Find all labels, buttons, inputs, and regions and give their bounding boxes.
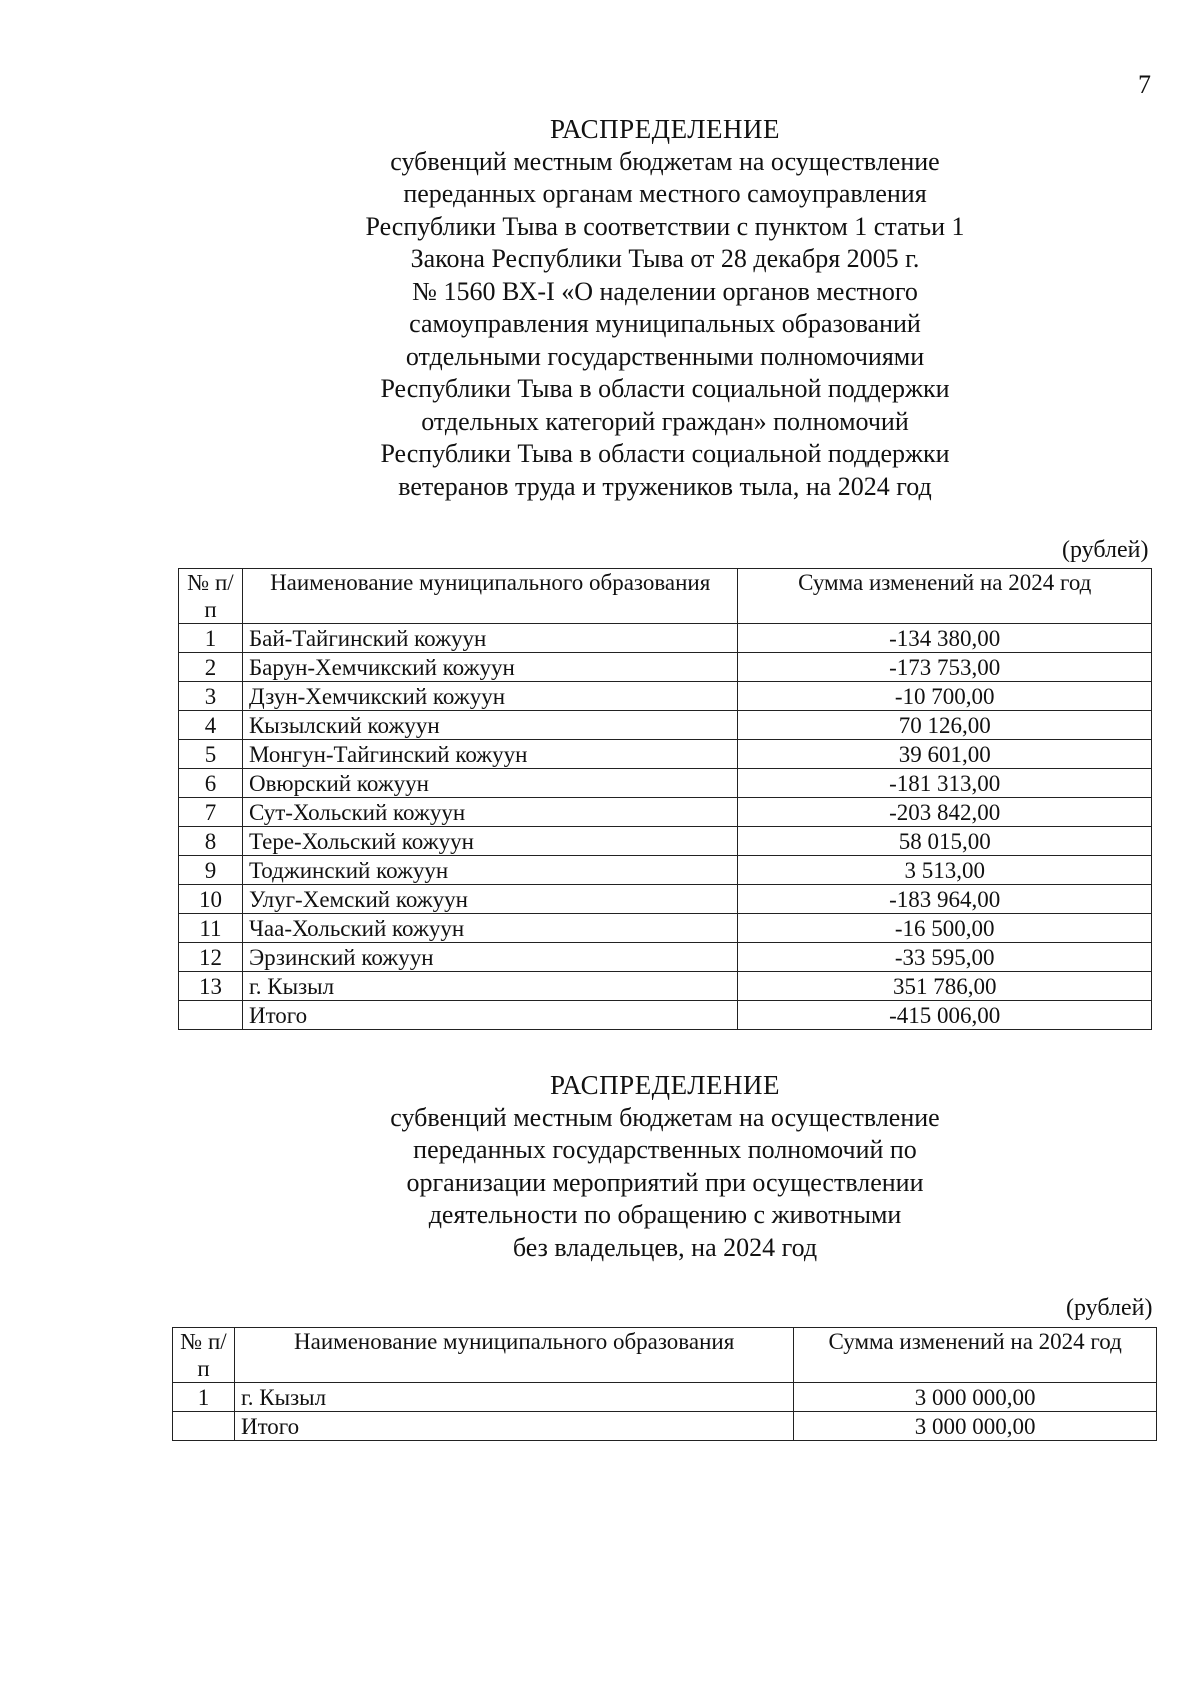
cell-sum: -16 500,00 — [738, 914, 1152, 943]
section1-subtitle-line: Республики Тыва в области социальной поддержки — [380, 439, 950, 468]
section1-heading — [250, 113, 1080, 503]
cell-num: 6 — [179, 769, 243, 798]
section2-title: РАСПРЕДЕЛЕНИЕ — [549, 1070, 781, 1100]
header-name: Наименование муниципального образования — [242, 569, 738, 624]
table-row — [179, 682, 1152, 711]
cell-sum: -203 842,00 — [738, 798, 1152, 827]
cell-sum: -134 380,00 — [738, 624, 1152, 653]
cell-num: 1 — [179, 624, 243, 653]
header-num: № п/п — [179, 569, 243, 624]
section1-subtitle-line: отдельных категорий граждан» полномочий — [421, 406, 909, 436]
section2-heading — [250, 1069, 1080, 1264]
cell-sum: 351 786,00 — [738, 972, 1152, 1001]
header-num: № п/п — [173, 1328, 235, 1383]
cell-sum: 58 015,00 — [738, 827, 1152, 856]
cell-sum: -181 313,00 — [738, 769, 1152, 798]
table-row — [173, 1383, 1157, 1412]
section1-subtitle-line: отдельными государственными полномочиями — [405, 341, 925, 371]
cell-name: Эрзинский кожуун — [242, 943, 738, 972]
cell-sum: 39 601,00 — [738, 740, 1152, 769]
cell-name: Бай-Тайгинский кожуун — [242, 624, 738, 653]
cell-num — [179, 1001, 243, 1030]
table-row — [179, 769, 1152, 798]
cell-num: 4 — [179, 711, 243, 740]
table-row — [179, 827, 1152, 856]
cell-name: Монгун-Тайгинский кожуун — [242, 740, 738, 769]
cell-num: 5 — [179, 740, 243, 769]
cell-name: Тоджинский кожуун — [242, 856, 738, 885]
table-row — [179, 653, 1152, 682]
cell-num: 1 — [173, 1383, 235, 1412]
cell-num: 8 — [179, 827, 243, 856]
cell-name: Сут-Хольский кожуун — [242, 798, 738, 827]
section1-unit: (рублей) — [1062, 537, 1149, 563]
table-row — [179, 943, 1152, 972]
table-row — [179, 856, 1152, 885]
table-row — [179, 740, 1152, 769]
section2-subtitle-line: субвенций местным бюджетам на осуществление — [390, 1102, 940, 1132]
cell-num: 2 — [179, 653, 243, 682]
cell-sum: -183 964,00 — [738, 885, 1152, 914]
cell-num: 10 — [179, 885, 243, 914]
table-row — [179, 914, 1152, 943]
section2-unit: (рублей) — [1066, 1295, 1153, 1321]
table-row — [179, 972, 1152, 1001]
cell-name: Барун-Хемчикский кожуун — [242, 653, 738, 682]
cell-name: Тере-Хольский кожуун — [242, 827, 738, 856]
section1-table-body — [179, 624, 1152, 1030]
cell-name: г. Кызыл — [234, 1383, 793, 1412]
cell-name: Дзун-Хемчикский кожуун — [242, 682, 738, 711]
table-row — [179, 1001, 1152, 1030]
table-row — [179, 798, 1152, 827]
cell-sum: -10 700,00 — [738, 682, 1152, 711]
section1-subtitle-line: № 1560 ВХ-I «О наделении органов местного — [412, 276, 918, 306]
header-sum: Сумма изменений на 2024 год — [738, 569, 1152, 624]
table-row — [179, 885, 1152, 914]
section1-subtitle-line: самоуправления муниципальных образований — [409, 309, 921, 338]
cell-sum: -173 753,00 — [738, 653, 1152, 682]
page-number: 7 — [1138, 70, 1151, 99]
section1-subtitle-line: Республики Тыва в соответствии с пунктом 1 статьи 1 — [365, 211, 965, 241]
cell-name: Чаа-Хольский кожуун — [242, 914, 738, 943]
section2-subtitle-line: без владельцев, на 2024 год — [512, 1232, 818, 1262]
table-row — [173, 1412, 1157, 1441]
cell-num: 9 — [179, 856, 243, 885]
cell-name: Итого — [234, 1412, 793, 1441]
section1-title: РАСПРЕДЕЛЕНИЕ — [549, 114, 781, 144]
section1-subtitle-line: переданных органам местного самоуправления — [403, 179, 927, 208]
cell-name: Овюрский кожуун — [242, 769, 738, 798]
cell-num: 13 — [179, 972, 243, 1001]
cell-num: 7 — [179, 798, 243, 827]
cell-sum: 3 513,00 — [738, 856, 1152, 885]
cell-name: Кызылский кожуун — [242, 711, 738, 740]
section2-subtitle-line: деятельности по обращению с животными — [428, 1200, 902, 1229]
section1-subtitle-line: Республики Тыва в области социальной поддержки — [380, 374, 950, 403]
section2-subtitle-line: переданных государственных полномочий по — [413, 1135, 917, 1164]
cell-name: г. Кызыл — [242, 972, 738, 1001]
table-row — [179, 624, 1152, 653]
cell-sum: 70 126,00 — [738, 711, 1152, 740]
cell-sum: -33 595,00 — [738, 943, 1152, 972]
cell-num: 3 — [179, 682, 243, 711]
section2-table — [172, 1327, 1157, 1441]
cell-num: 12 — [179, 943, 243, 972]
header-sum: Сумма изменений на 2024 год — [794, 1328, 1157, 1383]
table-header-row — [179, 569, 1152, 624]
header-name: Наименование муниципального образования — [234, 1328, 793, 1383]
section1-table — [178, 568, 1152, 1030]
section1-subtitle-line: ветеранов труда и тружеников тыла, на 2024 год — [398, 471, 932, 501]
cell-num: 11 — [179, 914, 243, 943]
cell-num — [173, 1412, 235, 1441]
table-header-row — [173, 1328, 1157, 1383]
cell-sum: 3 000 000,00 — [794, 1383, 1157, 1412]
section1-subtitle-line: субвенций местным бюджетам на осуществление — [390, 146, 940, 176]
section2-subtitle-line: организации мероприятий при осуществлении — [406, 1167, 924, 1197]
cell-sum: 3 000 000,00 — [794, 1412, 1157, 1441]
cell-sum: -415 006,00 — [738, 1001, 1152, 1030]
cell-name: Улуг-Хемский кожуун — [242, 885, 738, 914]
table-row — [179, 711, 1152, 740]
section2-table-body — [173, 1383, 1157, 1441]
cell-name: Итого — [242, 1001, 738, 1030]
section1-subtitle-line: Закона Республики Тыва от 28 декабря 2005 г. — [410, 244, 920, 273]
